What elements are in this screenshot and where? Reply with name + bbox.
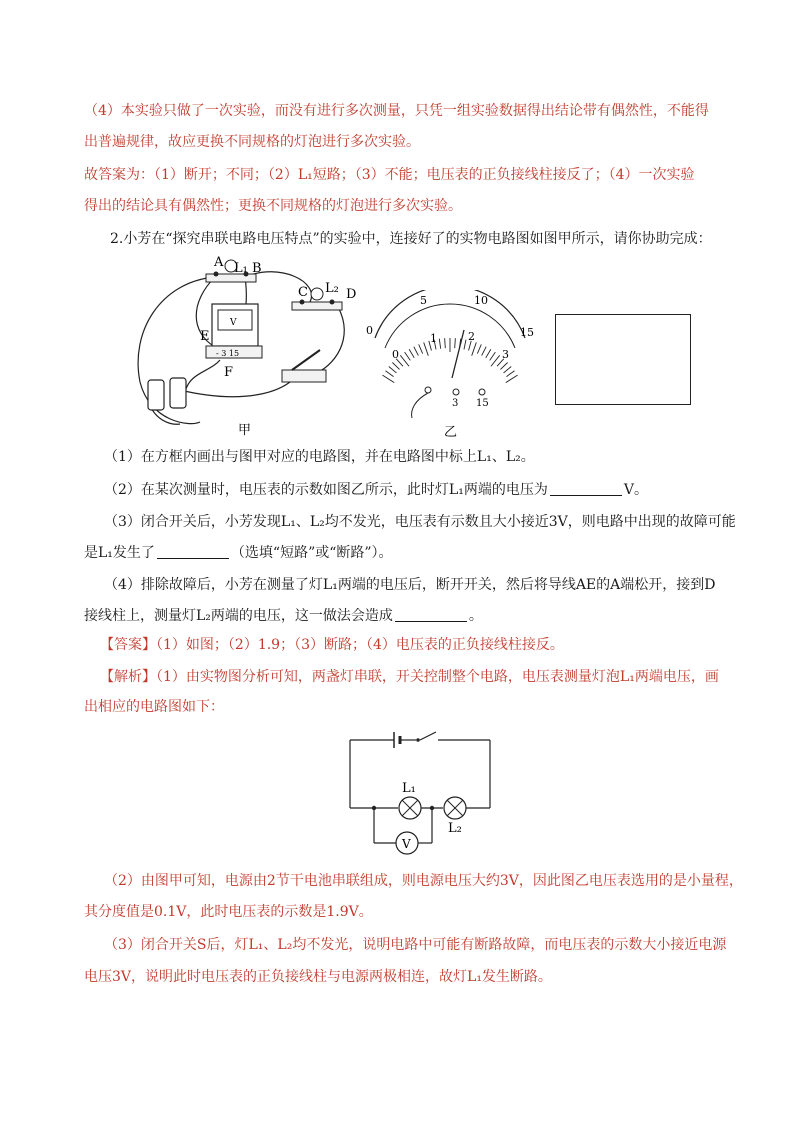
label-voltmeter-v: V	[230, 318, 237, 328]
dial-tick	[472, 342, 477, 355]
dial-terminal-3: 3	[452, 398, 459, 409]
dial-tick	[419, 344, 423, 353]
analysis-p2-line2: 其分度值是0.1V，此时电压表的示数是1.9V。	[84, 904, 373, 920]
dial-tick	[500, 363, 507, 370]
para4-line2: 出普遍规律，故应更换不同规格的灯泡进行多次实验。	[84, 134, 420, 150]
label-c: C	[298, 285, 308, 300]
sub3-post: （选填“短路”或“断路”）。	[230, 545, 393, 561]
answer-line	[100, 630, 740, 661]
answer-prev-line1: 故答案为：（1）断开；不同；（2）L₁短路；（3）不能；电压表的正负接线柱接反了；（4）一次实验	[84, 167, 695, 183]
dial-tick	[439, 339, 440, 349]
q2-intro: 2.小芳在“探究串联电路电压特点”的实验中，连接好了的实物电路图如图甲所示，请你协助完成：	[110, 231, 712, 247]
dial-tick	[409, 349, 414, 358]
dial-bottom-3: 3	[502, 348, 509, 361]
dial-tick	[445, 338, 446, 348]
sub3-line2	[84, 538, 724, 569]
sub3-pre: 是L₁发生了	[84, 545, 155, 561]
analysis-text-1: （1）由实物图分析可知，两盏灯串联，开关控制整个电路，电压表测量灯泡L₁两端电压，画	[156, 669, 719, 685]
sub2-post: V。	[623, 482, 648, 498]
caption-yi: 乙	[444, 425, 458, 440]
sub4-blank[interactable]	[395, 607, 467, 622]
figure-yi-dial	[360, 290, 540, 440]
dial-tick	[504, 366, 512, 372]
label-d: D	[346, 287, 357, 302]
analysis-p2-line1: （2）由图甲可知，电源由2节干电池串联组成，则电源电压大约3V，因此图乙电压表选用的是小量程，	[104, 873, 743, 889]
dial-tick	[389, 366, 397, 372]
circuit-label-l2: L₂	[448, 821, 462, 836]
sub2-pre: （2）在某次测量时，电压表的示数如图乙所示，此时灯L₁两端的电压为	[104, 482, 548, 498]
dial-tick	[414, 347, 419, 356]
circuit-label-v: V	[402, 837, 411, 851]
figure-jia	[120, 252, 360, 438]
answer-tag: 【答案】	[100, 637, 156, 653]
analysis-p3-line2: 电压3V，说明此时电压表的正负接线柱与电源两极相连，故灯L₁发生断路。	[84, 969, 552, 985]
label-f: F	[224, 365, 234, 380]
dial-tick	[506, 371, 514, 377]
caption-jia: 甲	[238, 423, 252, 438]
circuit-diagram	[340, 728, 500, 860]
dial-bottom-0: 0	[392, 348, 399, 361]
label-terminals: - 3 15	[216, 349, 240, 358]
sub2-blank[interactable]	[550, 481, 622, 496]
sub2	[104, 475, 744, 506]
dial-tick	[490, 352, 496, 360]
dial-tick	[385, 371, 393, 377]
dial-tick	[482, 347, 487, 356]
dial-top-zero: 0	[366, 324, 373, 337]
label-b: B	[252, 261, 262, 276]
analysis-line2: 出相应的电路图如下：	[84, 699, 224, 715]
dial-top-15: 15	[520, 326, 534, 339]
analysis-line1	[100, 662, 740, 693]
label-l1: L₁	[234, 261, 248, 276]
analysis-tag: 【解析】	[100, 669, 156, 685]
answer-prev-line2: 得出的结论具有偶然性；更换不同规格的灯泡进行多次实验。	[84, 198, 462, 214]
circuit-label-l1: L₁	[402, 781, 416, 796]
analysis-p3-line1: （3）闭合开关S后，灯L₁、L₂均不发光，说明电路中可能有断路故障，而电压表的示数大小接近电源	[104, 937, 727, 953]
dial-tick	[477, 344, 481, 353]
sub3-blank[interactable]	[157, 544, 229, 559]
dial-tick	[392, 363, 399, 370]
para4-line1: （4）本实验只做了一次实验，而没有进行多次测量，只凭一组实验数据得出结论带有偶然性，不能得	[84, 103, 709, 119]
dial-tick	[424, 342, 429, 355]
dial-terminal-15: 15	[476, 398, 489, 409]
sub4-post: 。	[468, 608, 483, 624]
dial-tick	[455, 338, 456, 348]
answer-text: （1）如图；（2）1.9；（3）断路；（4）电压表的正负接线柱接反。	[156, 637, 564, 653]
dial-tick	[486, 349, 491, 358]
sub4-line1: （4）排除故障后，小芳在测量了灯L₁两端的电压后，断开开关，然后将导线AE的A端松开，接到D	[104, 577, 716, 593]
dial-bottom-2: 2	[468, 330, 475, 343]
label-a: A	[214, 255, 224, 270]
dial-top-10: 10	[474, 294, 488, 307]
dial-bottom-1: 1	[430, 332, 437, 345]
sub4-line2	[84, 601, 724, 632]
sub4-pre: 接线柱上，测量灯L₂两端的电压，这一做法会造成	[84, 608, 393, 624]
sub3-line1: （3）闭合开关后，小芳发现L₁、L₂均不发光，电压表有示数且大小接近3V，则电路中出现的故障可能	[104, 514, 736, 530]
label-l2: L₂	[325, 281, 339, 296]
label-e: E	[200, 329, 210, 344]
dial-top-5: 5	[420, 294, 427, 307]
answer-box	[555, 314, 691, 405]
sub1: （1）在方框内画出与图甲对应的电路图，并在电路图中标上L₁、L₂。	[104, 449, 535, 465]
dial-tick	[405, 352, 411, 360]
dial-tick	[464, 340, 466, 350]
